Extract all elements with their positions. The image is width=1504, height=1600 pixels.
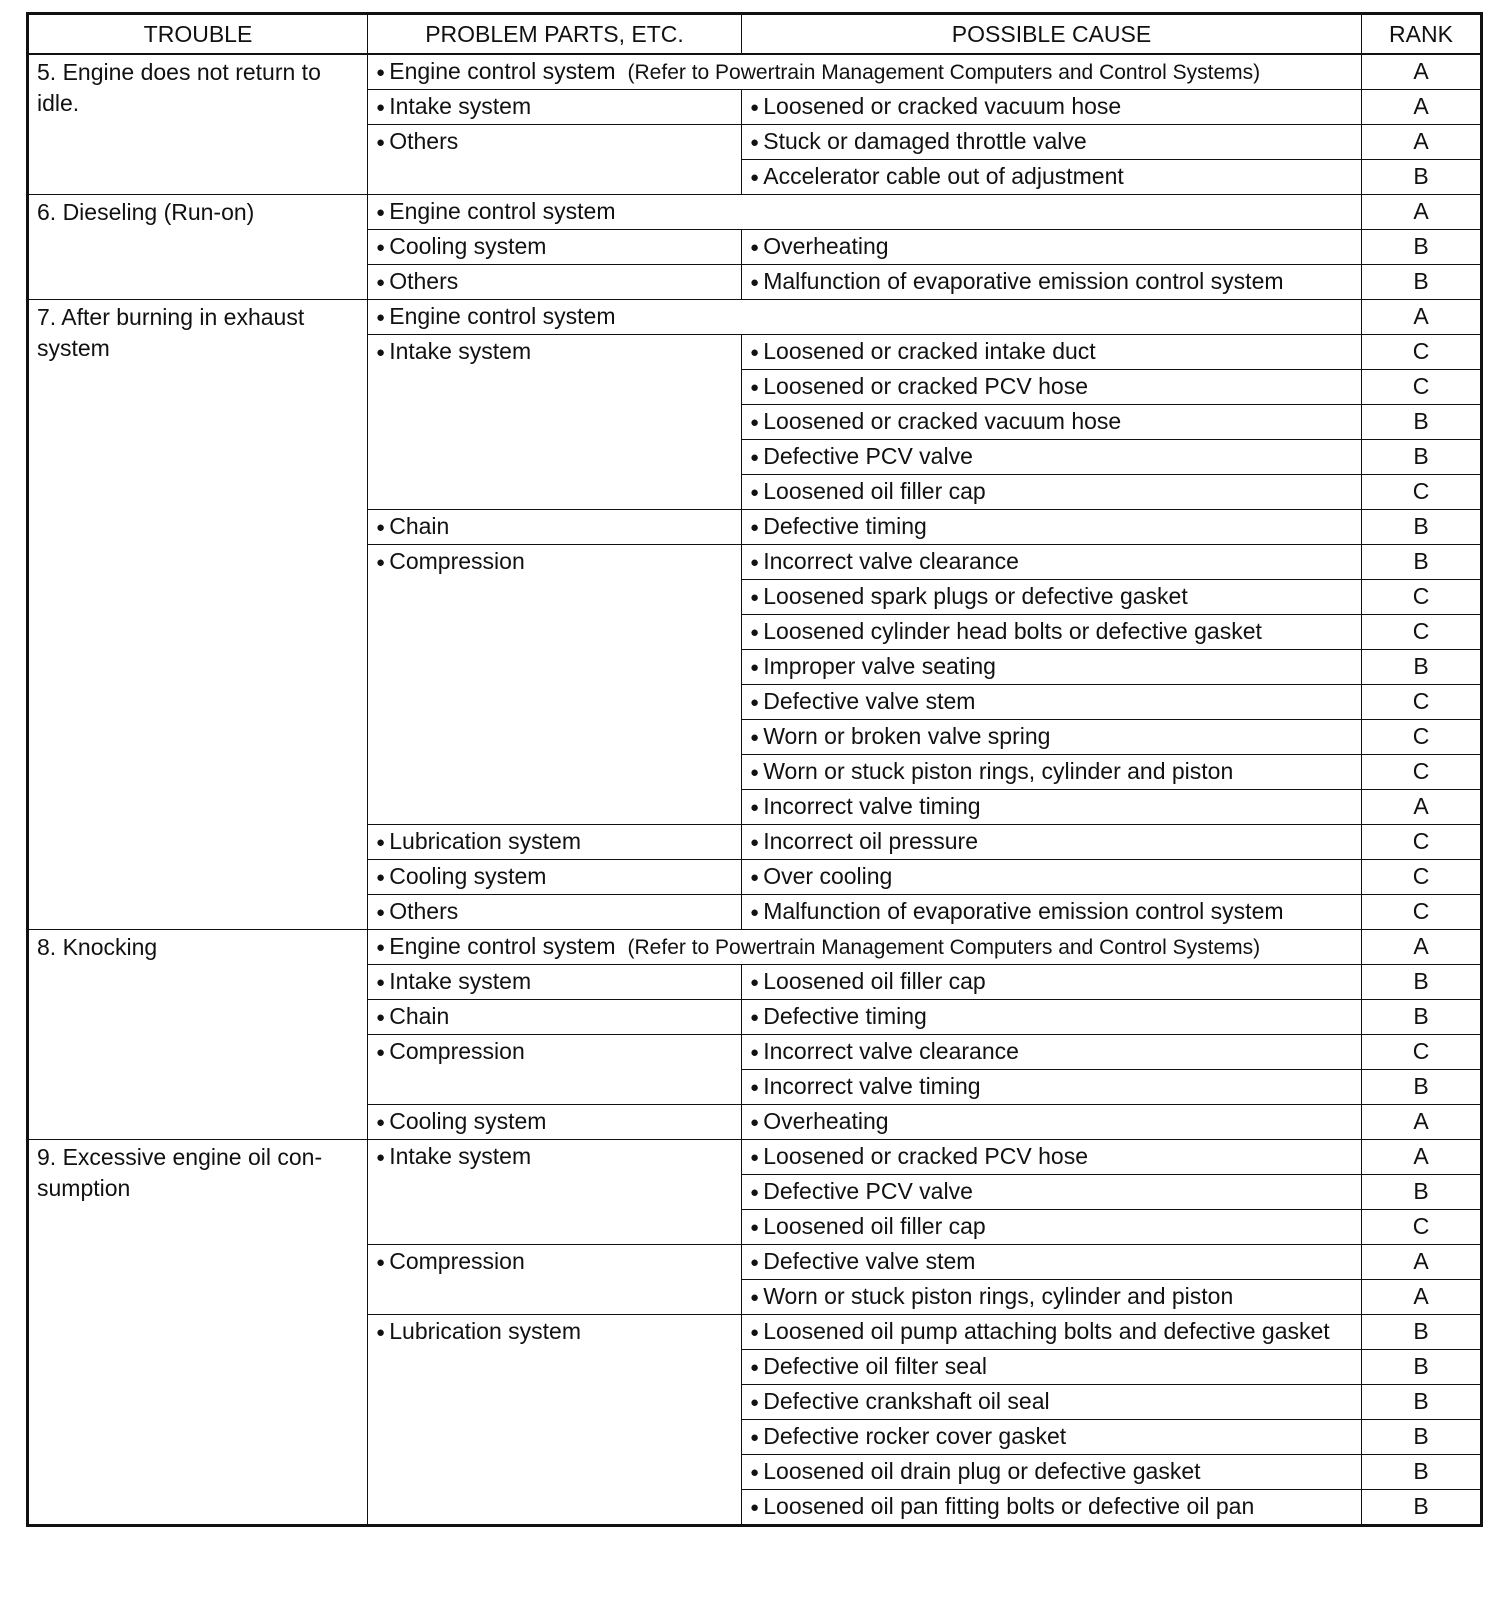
trouble-cell: 6. Dieseling (Run-on) [28,195,368,300]
rank-cell: A [1362,1245,1482,1280]
possible-cause-cell [742,1245,1362,1280]
possible-cause-cell [742,1070,1362,1105]
rank-cell: C [1362,580,1482,615]
possible-cause-cell [742,230,1362,265]
problem-part-label: ● Intake system [376,968,531,994]
problem-part-label: ● Intake system [376,1143,531,1169]
problem-part-cell [368,90,742,125]
rank-cell: A [1362,790,1482,825]
possible-cause-text: ● Stuck or damaged throttle valve [750,128,1087,154]
rank-cell: C [1362,615,1482,650]
possible-cause-cell [742,1105,1362,1140]
problem-part-cell [368,825,742,860]
possible-cause-cell [742,1315,1362,1350]
possible-cause-cell [742,1140,1362,1175]
possible-cause-cell [742,545,1362,580]
possible-cause-text: ● Incorrect oil pressure [750,828,978,854]
problem-part-cell [368,195,1362,230]
rank-cell: B [1362,1385,1482,1420]
rank-cell: C [1362,335,1482,370]
rank-cell: B [1362,1420,1482,1455]
problem-part-label: ● Others [376,128,458,154]
possible-cause-text: ● Malfunction of evaporative emission control system [750,898,1284,924]
header-row [28,14,1482,55]
possible-cause-cell [742,1385,1362,1420]
possible-cause-text: ● Defective PCV valve [750,443,973,469]
rank-cell: B [1362,1070,1482,1105]
possible-cause-text: ● Incorrect valve clearance [750,548,1019,574]
rank-cell: B [1362,160,1482,195]
problem-part-label: ● Chain [376,513,449,539]
problem-part-label: ● Intake system [376,93,531,119]
rank-cell: C [1362,755,1482,790]
possible-cause-cell [742,265,1362,300]
problem-part-label: ● Engine control system [376,933,616,959]
rank-cell: C [1362,895,1482,930]
problem-part-cell [368,230,742,265]
header-rank: RANK [1362,14,1482,55]
rank-cell: C [1362,1210,1482,1245]
possible-cause-text: ● Incorrect valve clearance [750,1038,1019,1064]
possible-cause-text: ● Loosened oil pump attaching bolts and defective gasket [750,1318,1330,1344]
rank-cell: A [1362,54,1482,90]
problem-part-label: ● Compression [376,1038,525,1064]
possible-cause-cell [742,615,1362,650]
possible-cause-text: ● Accelerator cable out of adjustment [750,163,1124,189]
problem-part-cell [368,1035,742,1105]
rank-cell: A [1362,1280,1482,1315]
rank-cell: B [1362,650,1482,685]
possible-cause-cell [742,1490,1362,1526]
trouble-cell: 7. After burning in exhaust system [28,300,368,930]
trouble-cell: 5. Engine does not return to idle. [28,54,368,195]
rank-cell: C [1362,1035,1482,1070]
possible-cause-cell [742,370,1362,405]
possible-cause-text: ● Incorrect valve timing [750,1073,981,1099]
possible-cause-cell [742,1035,1362,1070]
possible-cause-cell [742,510,1362,545]
problem-part-label: ● Cooling system [376,233,546,259]
problem-part-cell [368,300,1362,335]
possible-cause-cell [742,965,1362,1000]
troubleshooting-table [26,12,1483,1527]
problem-part-cell [368,1315,742,1526]
possible-cause-text: ● Improper valve seating [750,653,996,679]
problem-part-cell [368,1245,742,1315]
possible-cause-cell [742,860,1362,895]
possible-cause-text: ● Loosened or cracked vacuum hose [750,93,1121,119]
rank-cell: B [1362,510,1482,545]
possible-cause-cell [742,335,1362,370]
possible-cause-text: ● Loosened oil filler cap [750,1213,986,1239]
possible-cause-text: ● Defective valve stem [750,1248,975,1274]
possible-cause-text: ● Defective timing [750,1003,927,1029]
rank-cell: A [1362,300,1482,335]
trouble-cell: 8. Knocking [28,930,368,1140]
possible-cause-text: ● Overheating [750,1108,889,1134]
rank-cell: A [1362,930,1482,965]
table-row [28,195,1482,230]
table-row [28,300,1482,335]
possible-cause-cell [742,1175,1362,1210]
rank-cell: A [1362,1105,1482,1140]
rank-cell: B [1362,1350,1482,1385]
rank-cell: A [1362,125,1482,160]
possible-cause-text: ● Defective timing [750,513,927,539]
problem-part-cell [368,930,1362,965]
possible-cause-cell [742,405,1362,440]
possible-cause-text: ● Defective crankshaft oil seal [750,1388,1050,1414]
possible-cause-cell [742,1420,1362,1455]
problem-part-cell [368,1140,742,1245]
problem-part-cell [368,895,742,930]
problem-part-label: ● Lubrication system [376,1318,581,1344]
problem-part-cell [368,125,742,195]
problem-part-label: ● Intake system [376,338,531,364]
reference-note: (Refer to Powertrain Management Computers and Control Systems) [627,61,1261,84]
possible-cause-cell [742,1350,1362,1385]
problem-part-cell [368,965,742,1000]
rank-cell: A [1362,195,1482,230]
rank-cell: C [1362,860,1482,895]
possible-cause-text: ● Over cooling [750,863,892,889]
problem-part-label: ● Compression [376,1248,525,1274]
rank-cell: B [1362,265,1482,300]
table-row [28,54,1482,90]
rank-cell: B [1362,1455,1482,1490]
possible-cause-cell [742,650,1362,685]
possible-cause-text: ● Loosened oil filler cap [750,968,986,994]
possible-cause-text: ● Loosened spark plugs or defective gasket [750,583,1188,609]
possible-cause-cell [742,685,1362,720]
possible-cause-text: ● Worn or stuck piston rings, cylinder and piston [750,758,1233,784]
rank-cell: C [1362,720,1482,755]
problem-part-label: ● Engine control system [376,58,616,84]
possible-cause-text: ● Loosened or cracked intake duct [750,338,1096,364]
possible-cause-cell [742,790,1362,825]
rank-cell: B [1362,1315,1482,1350]
possible-cause-cell [742,125,1362,160]
possible-cause-text: ● Worn or broken valve spring [750,723,1050,749]
possible-cause-text: ● Loosened or cracked PCV hose [750,1143,1088,1169]
problem-part-label: ● Chain [376,1003,449,1029]
problem-part-label: ● Cooling system [376,863,546,889]
possible-cause-text: ● Loosened or cracked PCV hose [750,373,1088,399]
possible-cause-cell [742,475,1362,510]
possible-cause-text: ● Loosened cylinder head bolts or defective gasket [750,618,1262,644]
header-problem-parts: PROBLEM PARTS, ETC. [368,14,742,55]
possible-cause-text: ● Loosened oil pan fitting bolts or defective oil pan [750,1493,1254,1519]
problem-part-cell [368,265,742,300]
problem-part-label: ● Lubrication system [376,828,581,854]
possible-cause-text: ● Loosened oil drain plug or defective gasket [750,1458,1201,1484]
problem-part-label: ● Cooling system [376,1108,546,1134]
reference-note: (Refer to Powertrain Management Computers and Control Systems) [627,936,1261,959]
problem-part-label: ● Compression [376,548,525,574]
possible-cause-cell [742,755,1362,790]
rank-cell: C [1362,370,1482,405]
trouble-cell: 9. Excessive engine oil con-sumption [28,1140,368,1526]
possible-cause-text: ● Worn or stuck piston rings, cylinder and piston [750,1283,1233,1309]
possible-cause-cell [742,1000,1362,1035]
possible-cause-cell [742,825,1362,860]
possible-cause-text: ● Malfunction of evaporative emission control system [750,268,1284,294]
header-trouble: TROUBLE [28,14,368,55]
possible-cause-text: ● Loosened oil filler cap [750,478,986,504]
problem-part-cell [368,510,742,545]
problem-part-label: ● Others [376,898,458,924]
problem-part-cell [368,54,1362,90]
possible-cause-text: ● Defective valve stem [750,688,975,714]
problem-part-label: ● Engine control system [376,303,616,329]
problem-part-cell [368,545,742,825]
possible-cause-cell [742,1280,1362,1315]
rank-cell: B [1362,545,1482,580]
possible-cause-cell [742,895,1362,930]
problem-part-label: ● Others [376,268,458,294]
rank-cell: C [1362,825,1482,860]
possible-cause-text: ● Overheating [750,233,889,259]
problem-part-label: ● Engine control system [376,198,616,224]
possible-cause-cell [742,160,1362,195]
possible-cause-text: ● Loosened or cracked vacuum hose [750,408,1121,434]
problem-part-cell [368,1000,742,1035]
rank-cell: B [1362,1000,1482,1035]
possible-cause-cell [742,720,1362,755]
rank-cell: B [1362,405,1482,440]
possible-cause-text: ● Defective PCV valve [750,1178,973,1204]
rank-cell: B [1362,440,1482,475]
problem-part-cell [368,1105,742,1140]
possible-cause-text: ● Defective rocker cover gasket [750,1423,1066,1449]
table-row [28,930,1482,965]
possible-cause-cell [742,1210,1362,1245]
rank-cell: C [1362,475,1482,510]
rank-cell: C [1362,685,1482,720]
problem-part-cell [368,335,742,510]
possible-cause-cell [742,90,1362,125]
rank-cell: B [1362,1175,1482,1210]
table-header [28,14,1482,55]
possible-cause-cell [742,1455,1362,1490]
rank-cell: B [1362,965,1482,1000]
rank-cell: B [1362,230,1482,265]
rank-cell: A [1362,90,1482,125]
possible-cause-cell [742,440,1362,475]
possible-cause-text: ● Defective oil filter seal [750,1353,987,1379]
possible-cause-text: ● Incorrect valve timing [750,793,981,819]
problem-part-cell [368,860,742,895]
possible-cause-cell [742,580,1362,615]
header-possible-cause: POSSIBLE CAUSE [742,14,1362,55]
table-row [28,1140,1482,1175]
table-body [28,54,1482,1526]
rank-cell: A [1362,1140,1482,1175]
rank-cell: B [1362,1490,1482,1526]
